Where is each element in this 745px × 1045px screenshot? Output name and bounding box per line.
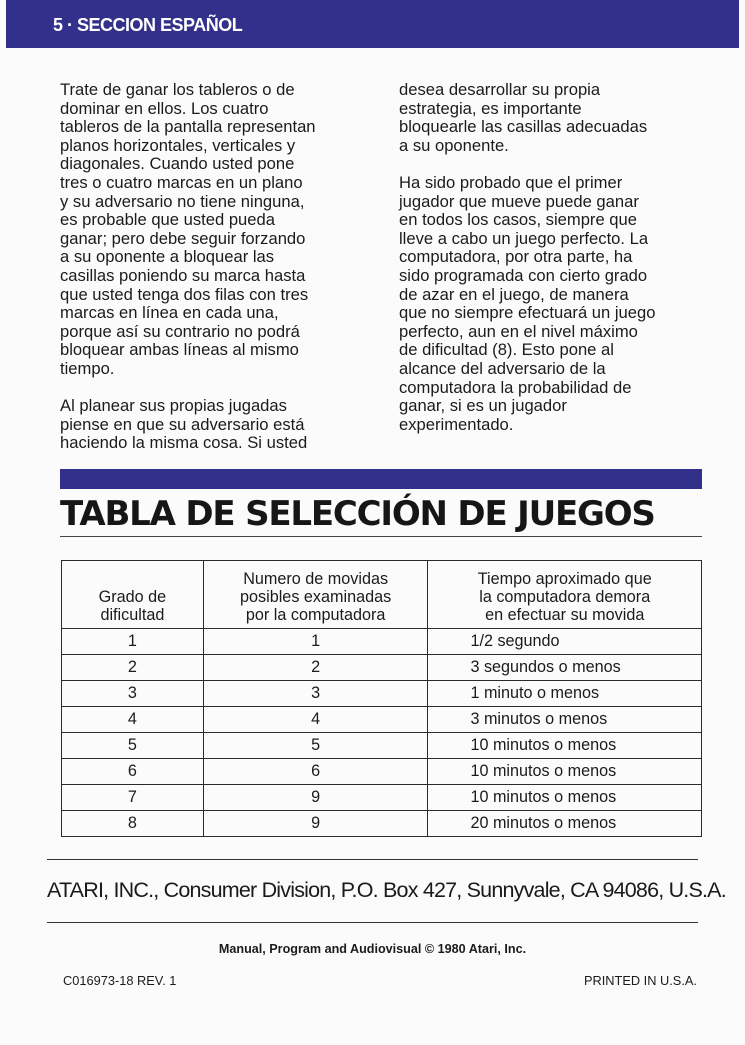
- table-row: [62, 759, 702, 785]
- cell-grado: 7: [62, 785, 204, 811]
- cell-movidas: 9: [203, 785, 428, 811]
- cell-tiempo: 10 minutos o menos: [428, 785, 702, 811]
- copyright-notice: Manual, Program and Audiovisual © 1980 Atari, Inc.: [218, 942, 527, 956]
- divider: [47, 922, 698, 923]
- cell-tiempo: 20 minutos o menos: [428, 811, 702, 837]
- table-header-row: [62, 561, 702, 629]
- column-header: Grado de dificultad: [62, 561, 204, 629]
- cell-tiempo: 1 minuto o menos: [428, 681, 702, 707]
- table-row: [62, 629, 702, 655]
- cell-tiempo: 3 minutos o menos: [428, 707, 702, 733]
- cell-grado: 5: [62, 733, 204, 759]
- table-row: [62, 785, 702, 811]
- section-bar: [60, 469, 702, 489]
- cell-tiempo: 3 segundos o menos: [428, 655, 702, 681]
- cell-grado: 2: [62, 655, 204, 681]
- cell-tiempo: 10 minutos o menos: [428, 733, 702, 759]
- selection-table: [61, 560, 702, 837]
- table-row: [62, 811, 702, 837]
- cell-tiempo: 10 minutos o menos: [428, 759, 702, 785]
- cell-movidas: 5: [203, 733, 428, 759]
- product-code: C016973-18 REV. 1: [63, 973, 177, 988]
- column-header: Numero de movidas posibles examinadas por la computadora: [203, 561, 428, 629]
- cell-movidas: 1: [203, 629, 428, 655]
- cell-grado: 3: [62, 681, 204, 707]
- divider: [60, 536, 702, 537]
- cell-grado: 4: [62, 707, 204, 733]
- paragraph: Ha sido probado que el primer jugador que mueve puede ganar en todos los casos, siempre que lleve a cabo un juego perfecto. La computadora, por otra parte, ha sido programada con cierto grado de azar en el juego, de manera que no siempre efectuará un juego perfecto, aun en el nivel máximo de dificultad (8). Esto pone al alcance del adversario de la computadora la probabilidad de ganar, si es un jugador experimentado.: [399, 172, 656, 434]
- cell-movidas: 9: [203, 811, 428, 837]
- left-column: [60, 81, 370, 471]
- cell-grado: 8: [62, 811, 204, 837]
- cell-tiempo: 1/2 segundo: [428, 629, 702, 655]
- table-row: [62, 681, 702, 707]
- table-row: [62, 733, 702, 759]
- printed-notice: PRINTED IN U.S.A.: [583, 973, 697, 988]
- cell-movidas: 3: [203, 681, 428, 707]
- cell-movidas: 2: [203, 655, 428, 681]
- section-title: TABLA DE SELECCIÓN DE JUEGOS: [60, 494, 655, 534]
- company-address: ATARI, INC., Consumer Division, P.O. Box 427, Sunnyvale, CA 94086, U.S.A.: [47, 878, 726, 902]
- column-header: Tiempo aproximado que la computadora demora en efectuar su movida: [428, 561, 702, 629]
- divider: [47, 859, 698, 860]
- cell-grado: 1: [62, 629, 204, 655]
- cell-grado: 6: [62, 759, 204, 785]
- paragraph: Trate de ganar los tableros o de dominar en ellos. Los cuatro tableros de la pantalla representan planos horizontales, verticales y diagonales. Cuando usted pone tres o cuatro marcas en un plano y su adversario no tiene ninguna, es probable que usted pueda ganar; pero debe seguir forzando a su oponente a bloquear las casillas poniendo su marca hasta que usted tenga dos filas con tres marcas en línea en cada una, porque así su contrario no podrá bloquear ambas líneas al mismo tiempo.: [60, 80, 316, 378]
- table-row: [62, 655, 702, 681]
- page-title: 5 · SECCION ESPAÑOL: [53, 15, 243, 35]
- right-column: [399, 81, 709, 453]
- cell-movidas: 4: [203, 707, 428, 733]
- paragraph: desea desarrollar su propia estrategia, es importante bloquearle las casillas adecuadas a su oponente.: [399, 80, 648, 155]
- paragraph: Al planear sus propias jugadas piense en que su adversario está haciendo la misma cosa. Si usted: [60, 396, 308, 453]
- cell-movidas: 6: [203, 759, 428, 785]
- table-row: [62, 707, 702, 733]
